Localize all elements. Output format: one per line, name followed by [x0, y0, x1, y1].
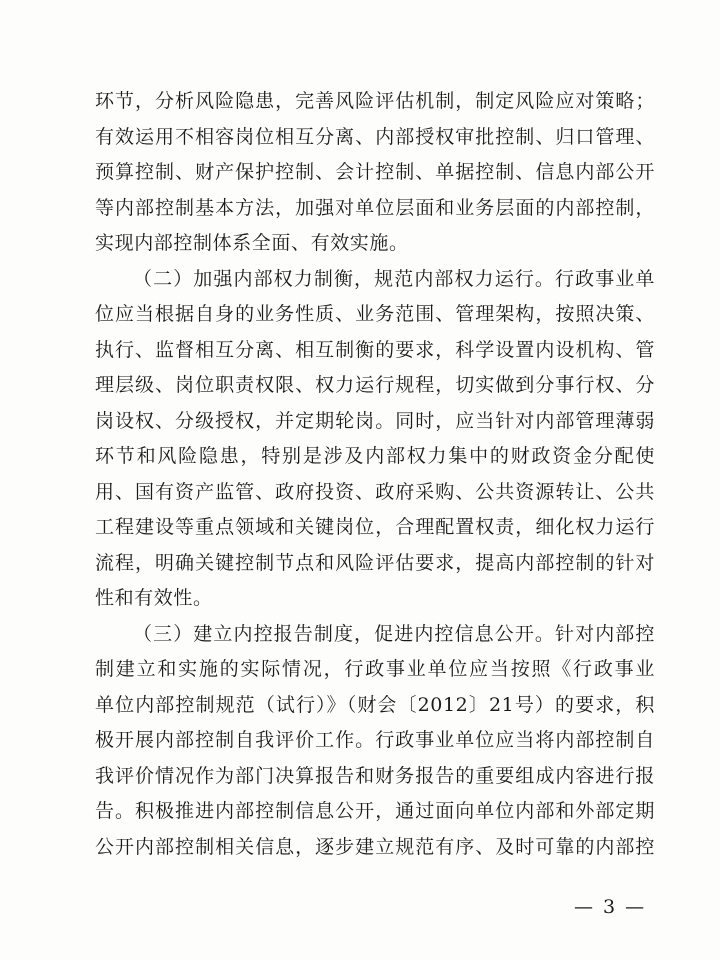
text-line: 等内部控制基本方法，加强对单位层面和业务层面的内部控制， — [95, 196, 655, 219]
text-line: 实现内部控制体系全面、有效实施。 — [95, 232, 409, 254]
text-line: 工程建设等重点领域和关键岗位，合理配置权责，细化权力运行 — [95, 516, 655, 538]
text-line: 位应当根据自身的业务性质、业务范围、管理架构，按照决策、 — [95, 303, 655, 325]
text-line: 理层级、岗位职责权限、权力运行规程，切实做到分事行权、分 — [95, 374, 655, 396]
text-line: 公开内部控制相关信息，逐步建立规范有序、及时可靠的内部控 — [95, 835, 655, 858]
text-line: 预算控制、财产保护控制、会计控制、单据控制、信息内部公开 — [95, 161, 655, 183]
text-line: 制建立和实施的实际情况，行政事业单位应当按照《行政事业 — [95, 658, 655, 680]
text-line: 单位内部控制规范（试行）》（财会〔2012〕21号）的要求，积 — [95, 693, 655, 716]
text-line: 岗设权、分级授权，并定期轮岗。同时，应当针对内部管理薄弱 — [95, 409, 655, 432]
text-line: 极开展内部控制自我评价工作。行政事业单位应当将内部控制自 — [95, 729, 655, 751]
text-line: 告。积极推进内部控制信息公开，通过面向单位内部和外部定期 — [95, 800, 655, 822]
text-line: 环节和风险隐患，特别是涉及内部权力集中的财政资金分配使 — [95, 445, 655, 467]
text-line: 用、国有资产监管、政府投资、政府采购、公共资源转让、公共 — [95, 480, 655, 503]
section-heading-line: （二）加强内部权力制衡，规范内部权力运行。行政事业单 — [133, 267, 655, 290]
body-text — [95, 84, 655, 865]
text-line: 性和有效性。 — [95, 587, 213, 609]
text-line: 有效运用不相容岗位相互分离、内部授权审批控制、归口管理、 — [95, 125, 655, 148]
section-heading-line: （三）建立内控报告制度，促进内控信息公开。针对内部控 — [133, 622, 655, 645]
page-number: — 3 — — [574, 896, 647, 918]
text-line: 流程，明确关键控制节点和风险评估要求，提高内部控制的针对 — [95, 551, 655, 574]
text-line: 执行、监督相互分离、相互制衡的要求，科学设置内设机构、管 — [95, 338, 655, 361]
text-line: 我评价情况作为部门决算报告和财务报告的重要组成内容进行报 — [95, 764, 655, 787]
paragraph-section-3 — [95, 617, 655, 866]
paragraph-continued — [95, 84, 655, 262]
text-line: 环节，分析风险隐患，完善风险评估机制，制定风险应对策略； — [95, 90, 655, 112]
paragraph-section-2 — [95, 262, 655, 617]
